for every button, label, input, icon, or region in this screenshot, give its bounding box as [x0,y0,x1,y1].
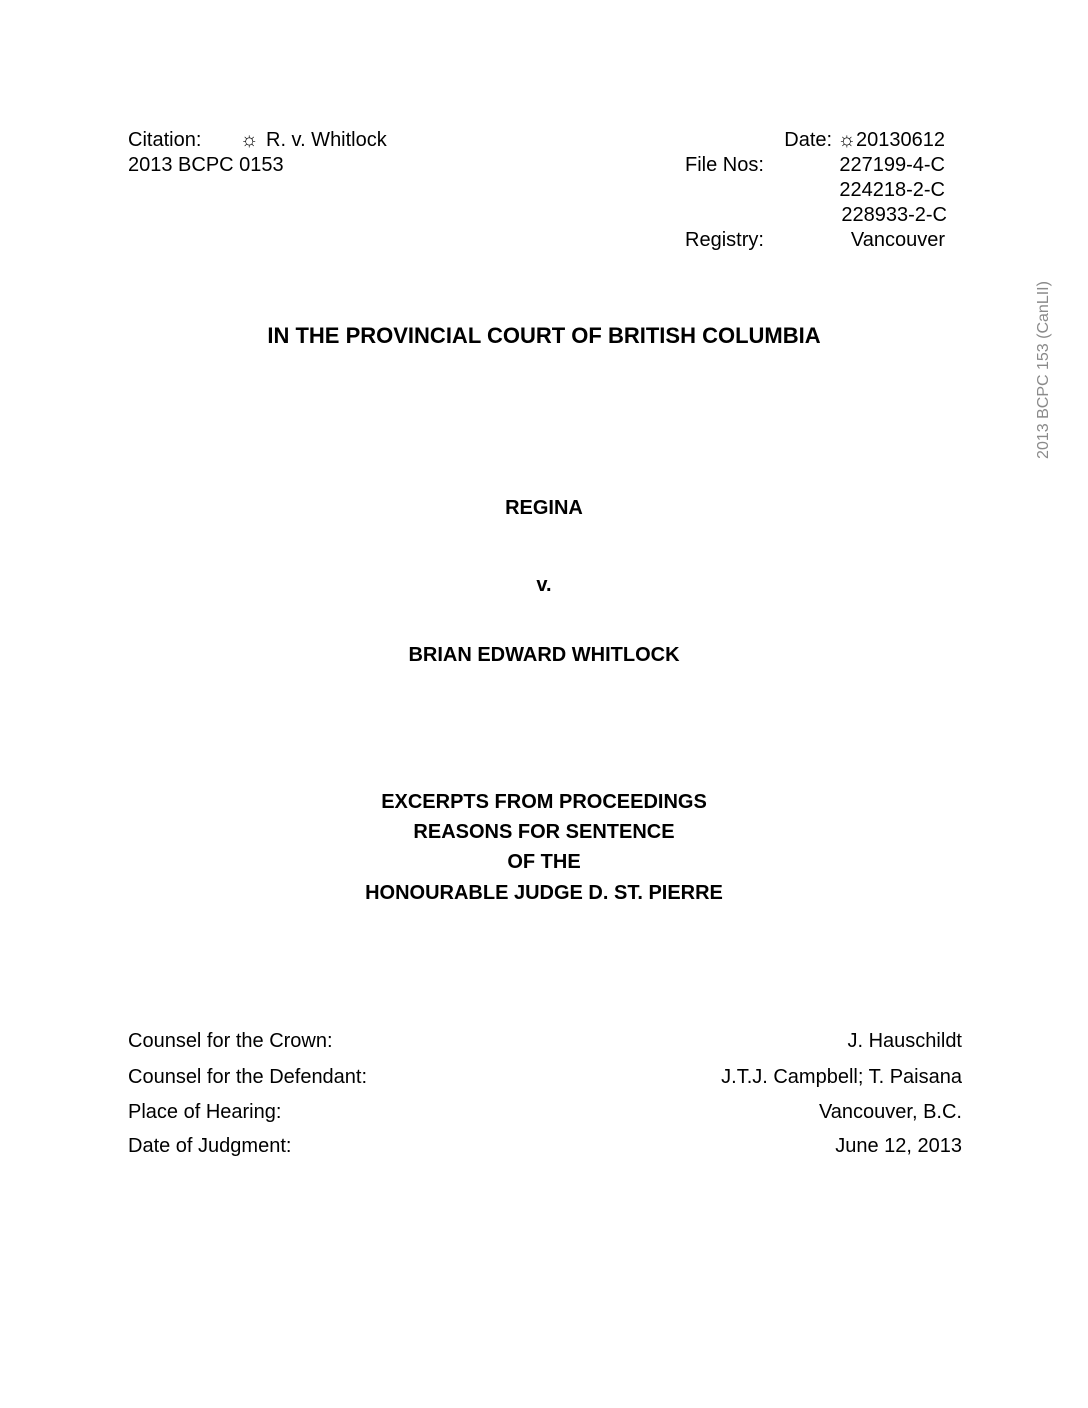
canlii-watermark: 2013 BCPC 153 (CanLII) [1035,281,1052,459]
citation-label: Citation: [128,129,202,151]
file-no: 228933-2-C [841,204,947,226]
title-line: OF THE [507,851,581,873]
citation-value: R. v. Whitlock [266,129,387,151]
neutral-citation: 2013 BCPC 0153 [128,154,284,176]
sun-icon: ☼ [837,129,857,151]
plaintiff-name: REGINA [505,497,583,519]
versus-label: v. [536,574,552,596]
detail-label: Counsel for the Crown: [128,1030,333,1052]
detail-value: June 12, 2013 [835,1135,962,1157]
detail-value: Vancouver, B.C. [818,1101,962,1123]
defendant-name: BRIAN EDWARD WHITLOCK [408,644,680,666]
title-line: REASONS FOR SENTENCE [413,821,675,843]
date-line [700,128,945,152]
detail-value: J.T.J. Campbell; T. Paisana [721,1066,962,1088]
file-no: 227199-4-C [839,154,945,176]
title-line: HONOURABLE JUDGE D. ST. PIERRE [365,882,723,904]
file-nos-label: File Nos: [685,154,764,176]
court-title: IN THE PROVINCIAL COURT OF BRITISH COLUMBIA [267,323,821,348]
registry-label: Registry: [685,229,764,251]
detail-label: Place of Hearing: [128,1101,282,1123]
sun-icon: ☼ [240,129,259,151]
detail-label: Date of Judgment: [128,1135,292,1157]
date-value: 20130612 [856,129,945,151]
title-line: EXCERPTS FROM PROCEEDINGS [381,791,707,813]
file-no: 224218-2-C [839,179,945,201]
detail-value: J. Hauschildt [847,1030,962,1052]
detail-label: Counsel for the Defendant: [128,1066,368,1088]
date-label: Date: [784,129,833,151]
registry-value: Vancouver [850,229,945,251]
